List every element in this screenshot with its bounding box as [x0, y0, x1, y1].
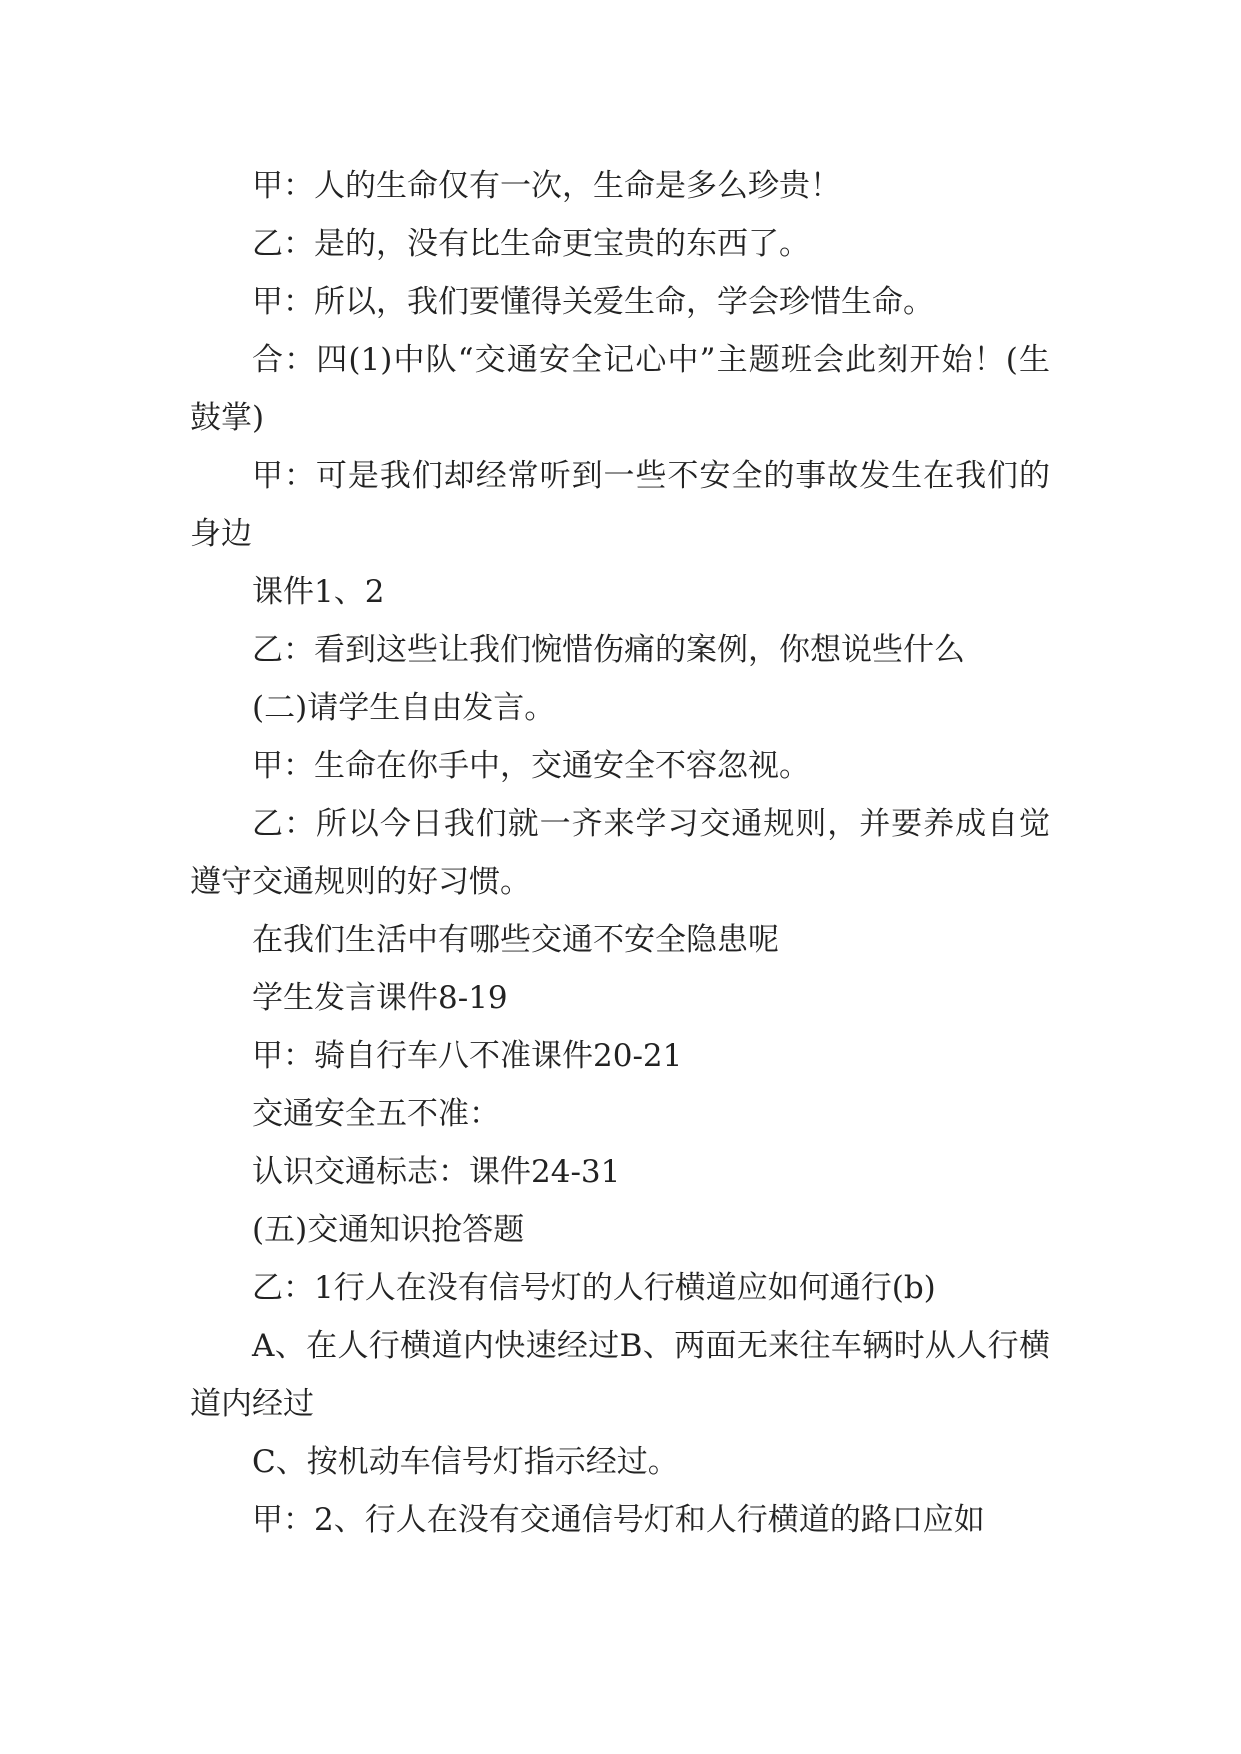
document-body [190, 157, 1050, 1549]
paragraph: 交通安全五不准： [252, 1096, 500, 1132]
paragraph: 甲：生命在你手中，交通安全不容忽视。 [252, 748, 810, 784]
paragraph: (五)交通知识抢答题 [252, 1212, 525, 1248]
paragraph: 甲：2、行人在没有交通信号灯和人行横道的路口应如 [252, 1502, 985, 1538]
paragraph: 合：四(1)中队“交通安全记心中”主题班会此刻开始！(生鼓掌) [190, 342, 1050, 436]
paragraph: 甲：人的生命仅有一次，生命是多么珍贵！ [252, 168, 841, 204]
paragraph: 乙：是的，没有比生命更宝贵的东西了。 [252, 226, 810, 262]
paragraph: A、在人行横道内快速经过B、两面无来往车辆时从人行横道内经过 [190, 1328, 1050, 1422]
paragraph: 乙：1行人在没有信号灯的人行横道应如何通行(b) [252, 1270, 936, 1306]
paragraph: 甲：骑自行车八不准课件20-21 [252, 1038, 683, 1074]
paragraph: 课件1、2 [252, 574, 385, 610]
paragraph: 乙：看到这些让我们惋惜伤痛的案例，你想说些什么 [252, 632, 965, 668]
paragraph: 学生发言课件8-19 [252, 980, 508, 1016]
paragraph: 在我们生活中有哪些交通不安全隐患呢 [252, 922, 779, 958]
paragraph: C、按机动车信号灯指示经过。 [252, 1444, 679, 1480]
paragraph: (二)请学生自由发言。 [252, 690, 556, 726]
paragraph: 乙：所以今日我们就一齐来学习交通规则，并要养成自觉遵守交通规则的好习惯。 [190, 806, 1050, 900]
paragraph: 甲：可是我们却经常听到一些不安全的事故发生在我们的身边 [190, 458, 1050, 552]
paragraph: 认识交通标志：课件24-31 [252, 1154, 621, 1190]
paragraph: 甲：所以，我们要懂得关爱生命，学会珍惜生命。 [252, 284, 934, 320]
